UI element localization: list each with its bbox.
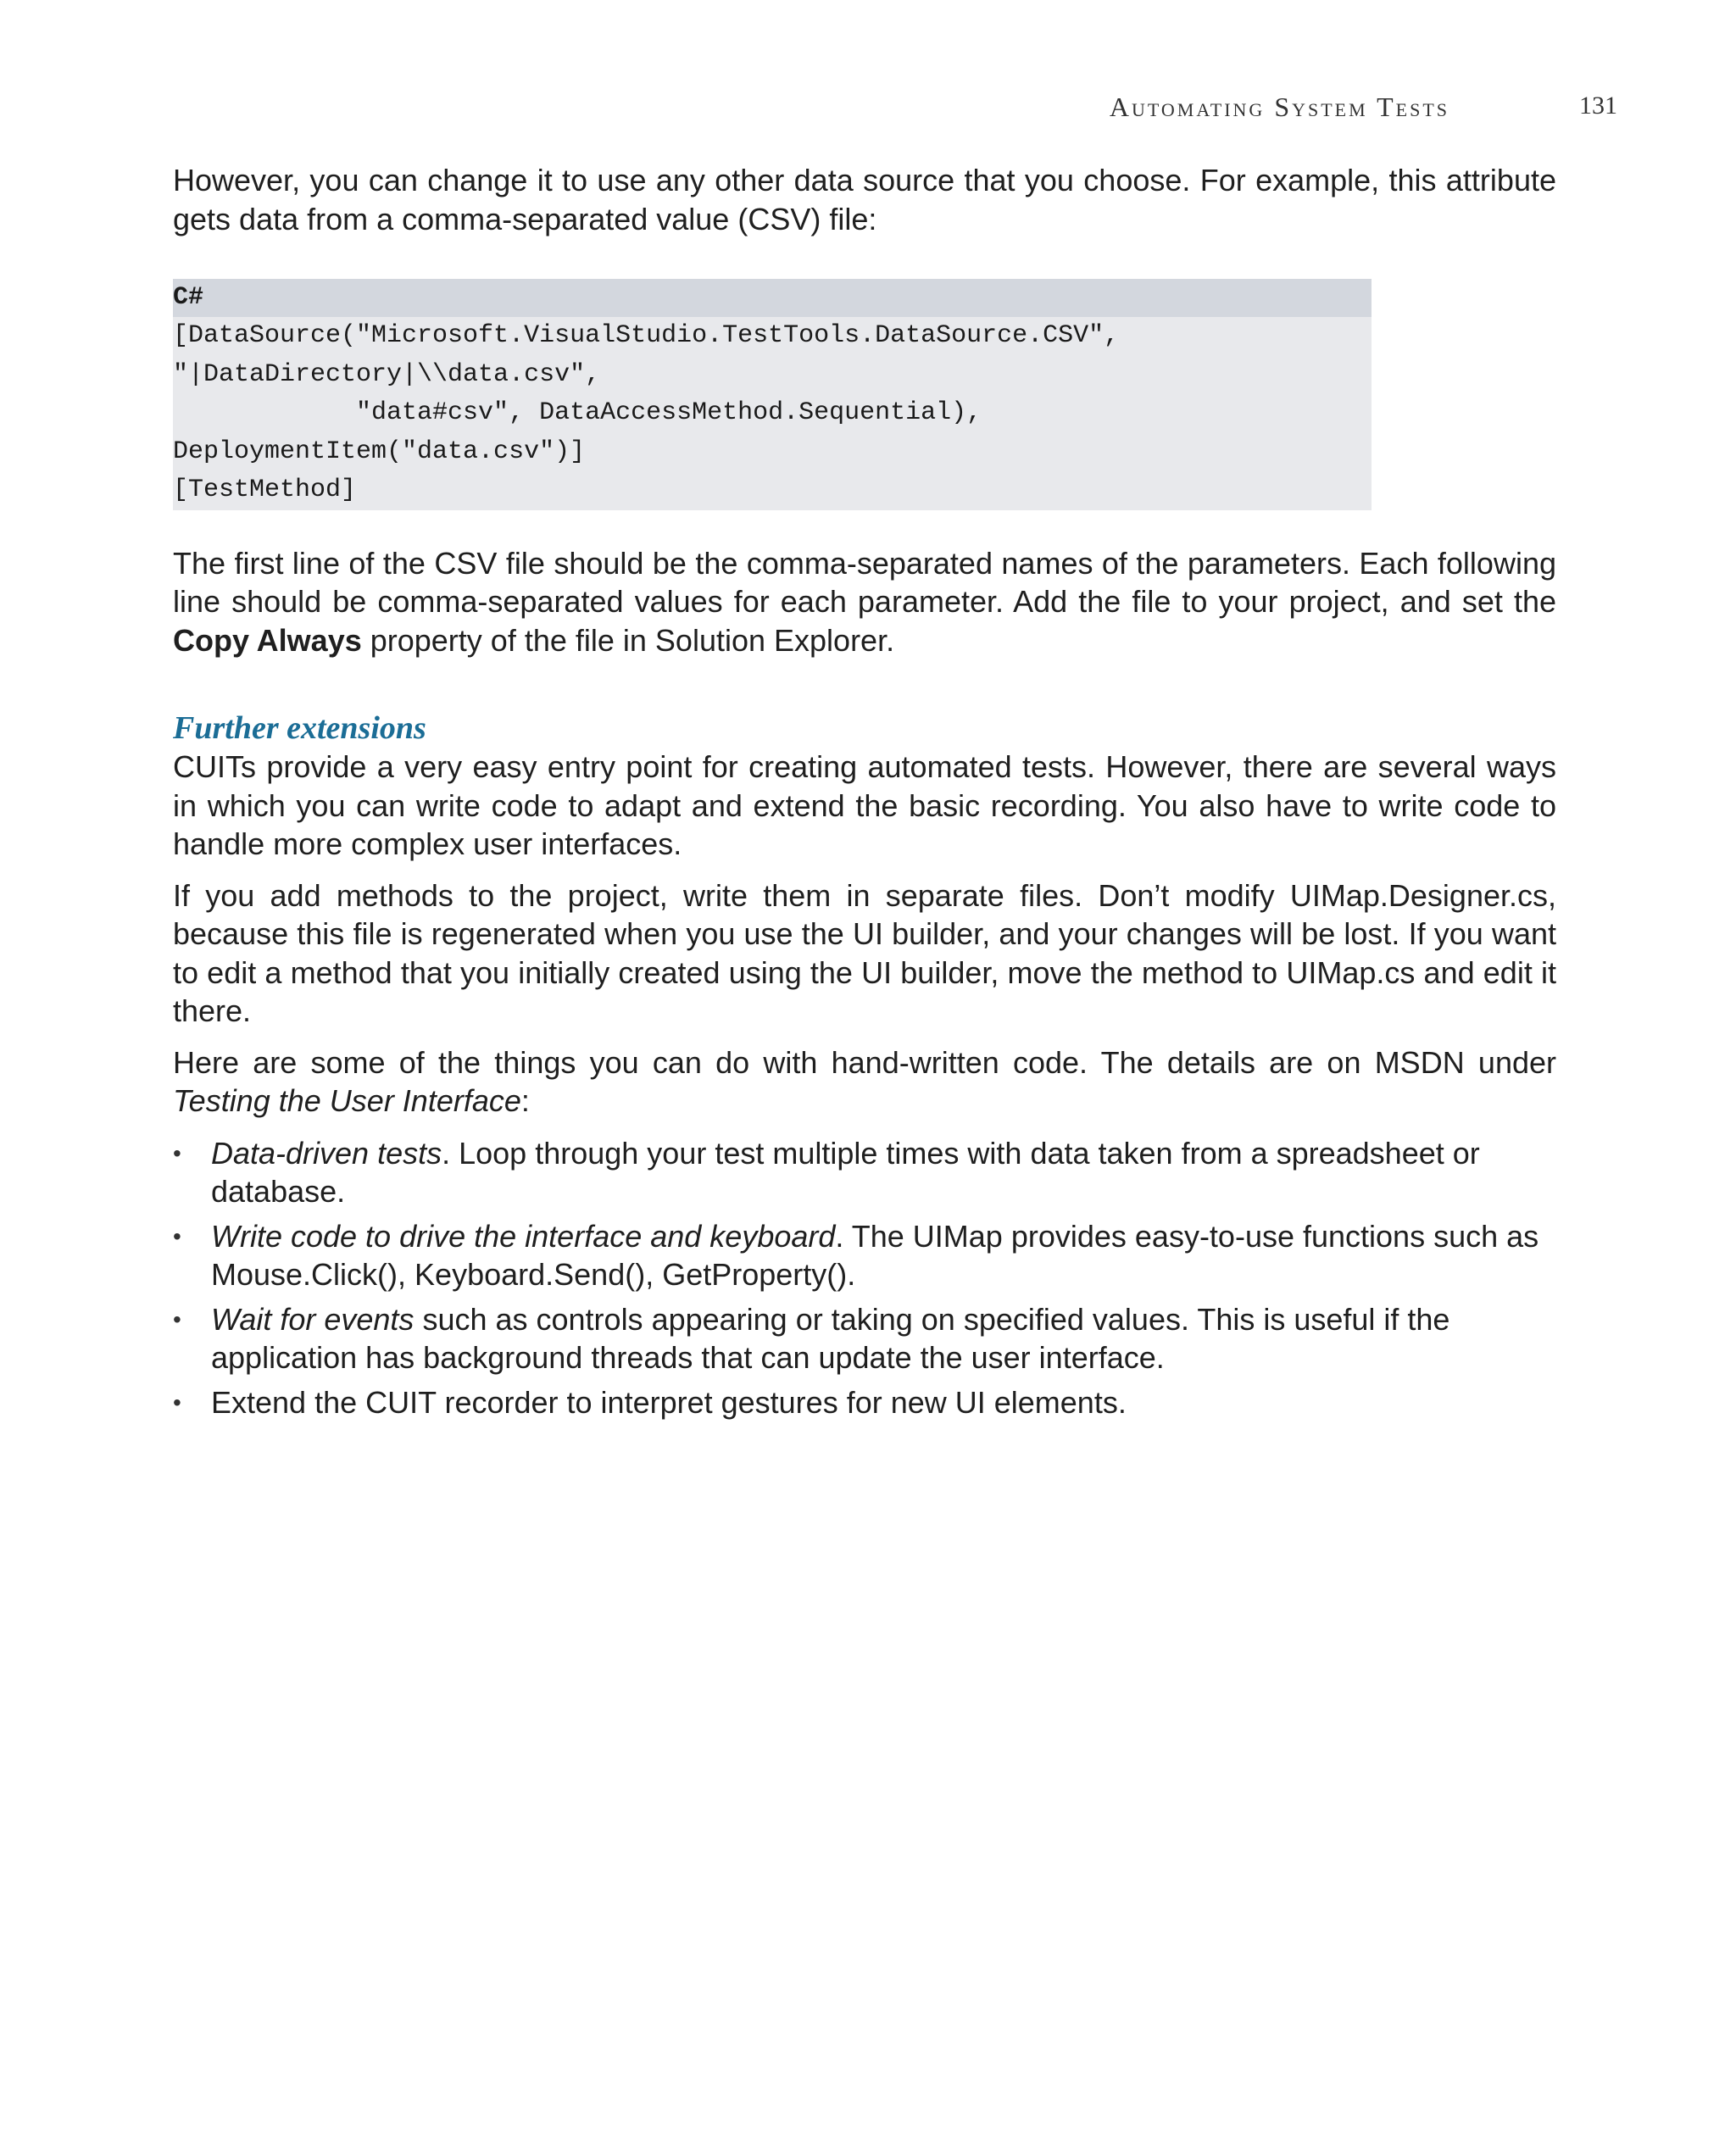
list-item-text: . Loop through your test multiple times with data taken from a spreadsheet or database. [211,1135,1480,1209]
list-item-text: such as controls appearing or taking on specified values. This is useful if the application has background threads that can update the user interface. [211,1301,1450,1375]
list-item-text: Extend the CUIT recorder to interpret gestures for new UI elements. [211,1384,1127,1420]
csv-paragraph-text: The first line of the CSV file should be the comma-separated names of the parameters. Each following line should be comma-separated values for each parameter. Add the file to your project, and set the [173,545,1556,619]
intro-paragraph: However, you can change it to use any other data source that you choose. For example, this attribute gets data from a comma-separated value (CSV) file: [173,163,1556,236]
list-item [173,1217,1559,1294]
list-item-term: Data-driven tests [211,1135,442,1171]
page-number: 131 [1579,92,1617,120]
code-line: [TestMethod] [173,476,357,504]
csv-paragraph-text-end: property of the file in Solution Explorer. [361,622,895,658]
code-line: DeploymentItem("data.csv")] [173,437,586,466]
list-item-term: Wait for events [211,1301,415,1337]
copy-always-term: Copy Always [173,622,362,658]
section-paragraph-3-end: : [520,1083,530,1118]
list-item [173,1300,1559,1377]
list-item-text: . The UIMap provides easy-to-use functions such as Mouse.Click(), Keyboard.Send(), GetProperty(). [211,1218,1539,1292]
code-line: [DataSource("Microsoft.VisualStudio.TestTools.DataSource.CSV", [173,321,1120,350]
running-header [0,92,1736,125]
section-paragraph-3-text: Here are some of the things you can do with hand-written code. The details are on MSDN under [173,1044,1556,1080]
section-paragraph-2: If you add methods to the project, write them in separate files. Don’t modify UIMap.Designer.cs, because this file is regenerated when you use the UI builder, and your changes will be lost. If you want to edit a method that you initially created using the UI builder, move the method to UIMap.cs and edit it there. [173,877,1556,1028]
bullet-icon: • [173,1305,181,1332]
bullet-icon: • [173,1222,181,1249]
list-item [173,1134,1559,1211]
list-item-term: Write code to drive the interface and keyboard [211,1218,836,1254]
code-block [173,279,1372,510]
bullet-list [173,1134,1556,1422]
page-content [173,161,1556,1427]
running-title: Automating System Tests [1109,92,1449,122]
code-language-label: C# [173,279,1372,317]
code-line: "data#csv", DataAccessMethod.Sequential), [173,398,982,427]
code-line: "|DataDirectory|\\data.csv", [173,359,601,389]
bullet-icon: • [173,1139,181,1166]
csv-paragraph [173,544,1556,660]
section-heading: Further extensions [173,710,426,746]
section-paragraph-3 [173,1043,1556,1121]
section-paragraph-1: CUITs provide a very easy entry point for creating automated tests. However, there are several ways in which you can write code to adapt and extend the basic recording. You also have to write code to handle more complex user interfaces. [173,749,1556,861]
list-item [173,1383,1559,1422]
bullet-icon: • [173,1388,181,1416]
msdn-topic-title: Testing the User Interface [173,1083,521,1118]
